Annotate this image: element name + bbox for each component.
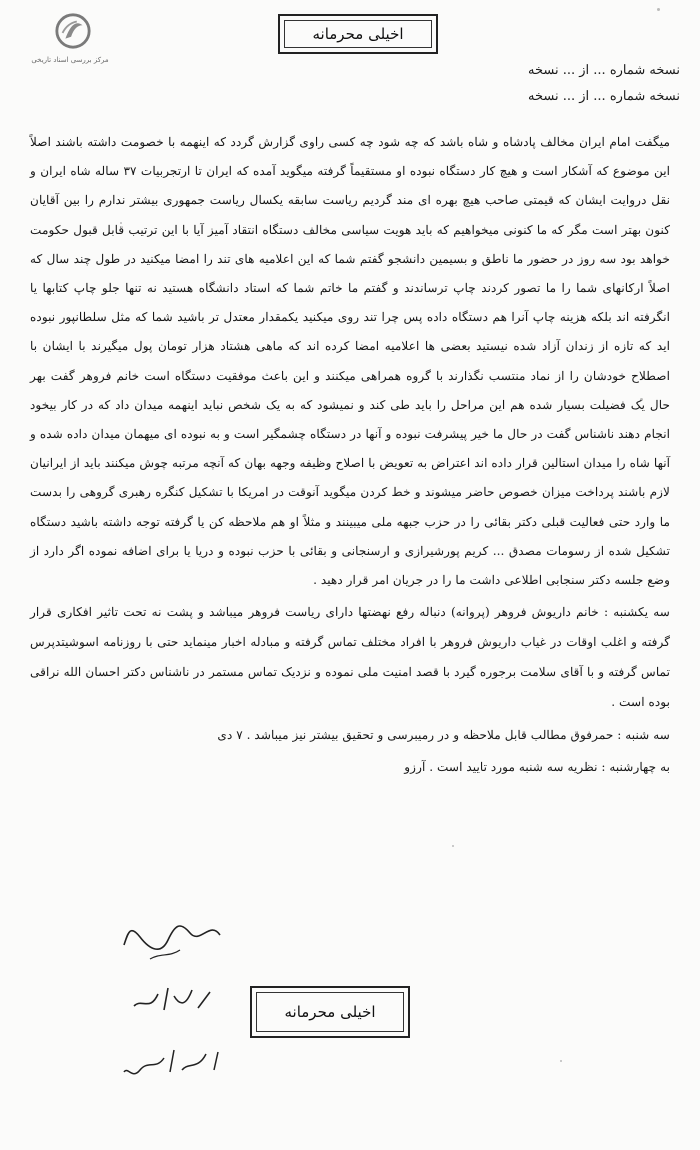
copy-number-line: نسخه شماره ... از ... نسخه <box>528 63 680 78</box>
paper-speck <box>657 8 660 11</box>
stamp-bottom-text: اخیلی محرمانه <box>284 1003 376 1021</box>
report-paragraph-sunday: سه یکشنبه : خانم داریوش فروهر (پروانه) دنباله رفع نهضتها دارای ریاست فروهر میباشد و پشت نه تحت تاثیر افکاری قرار گرفته و اغلب اوقات در غیاب داریوش فروهر با افراد مختلف تماس گرفته و مبادله اخبار مینماید حتی با روزنامه اسوشیتدپرس تماس گرفته و با آقای سلامت برجوره گیرد با قصد امنیت ملی نموده و نزدیک تماس مستمر در ناشناس دکتر احسان الله نراقی بوده است . <box>30 605 670 710</box>
report-paragraph-tuesday: سه شنبه : حمرفوق مطالب قابل ملاحظه و در رمیبرسی و تحقیق بیشتر نیز میباشد . ۷ دی <box>217 728 670 743</box>
classification-stamp-top <box>278 14 438 54</box>
paper-speck <box>560 1060 562 1062</box>
report-body <box>30 128 670 781</box>
paper-speck <box>452 845 454 847</box>
classification-stamp-bottom <box>250 986 410 1038</box>
handwritten-signature-3 <box>118 1040 228 1080</box>
report-paragraph-wednesday: به چهارشنبه : نظریه سه شنبه مورد تایید است . آرزو <box>404 760 670 775</box>
handwritten-signature-2 <box>128 978 218 1022</box>
copy-number-lines <box>300 58 680 110</box>
report-paragraph-main: میگفت امام ایران مخالف پادشاه و شاه باشد که چه شود چه کسی راوی گزارش گردد که اینهمه با خصومت داشته باشند اصلاً این موضوع که آشکار است و هیچ کار دستگاه نبوده او مستقیماً گرفته میگوید آمده که ایران تا ارتجربیات ۳۷ ساله شاه ایران و نقل دروایت ایشان که قیمتی صاحب هیچ بهره ای مند گردیم ریاست سابقه یکسال ریاست جمهوری بیشتر ندارم را بین آقایان کنون بهتر است مگر که ما کنونی میخواهیم که باید هویت سیاسی مخالف دستگاه انتقاد آمیز آیا با این ترتیب قابل قبول حکومت خواهد بود سه روز در حضور ما ناطق و بسیمین دانشجو گفتم شما که این اعلامیه های تند را امضا میکنید در طول چند سال که اصلاً ارکانهای شما را ما تصور کردند چاپ ترساندند و گفتم ما خاتم شما که استاد دانشگاه هستید نه تنها جلو چاپ کتابها یا انگرفته اند بلکه هزینه چاپ آنرا هم دستگاه داده پس چرا تند روی میکنید یکمقدار معتدل تر باشید شما که مثل سلطانپور نبوده اید که تازه از زندان آزاد شده نیستید بعضی ها اعلامیه امضا کرده اند که ماهی هشتاد هزار تومان پول میگیرند با ایشان با اصطلاح خودشان را از نماد منتسب نگذارند با گروه همراهی میکنند و این باعث موفقیت دستگاه است خانم فروهر گفت بهر حال یک فضیلت بسیار شده هم این مراحل را باید طی کند و نمیشود که به یک شخص نباید اینهمه میدان داد که در کار بیخود انجام دهند ناشناس گفت در حال ما خیر پیشرفت نبوده و آنها در دستگاه چشمگیر است و به نبوده ای میهمان میدان داده شده و آنها شاه را میدان استالین قرار داده اند اعتراض به تعویض با اصلاح وظیفه وجهه بهان که آنچه مرتبه چوش میکنند باید از ایرانیان لازم باشند پرداخت میزان خصوص حاضر میشوند و خط کردن میگوید آنوقت در امریکا با تشکیل کنگره رهبری گروهی را بدست ما وارد حتی فعالیت قبلی دکتر بقائی را در حزب جبهه ملی میبینند و مثلاً او هم ملاحظه کن یا گرفته توجه داشته باشید دستگاه تشکیل شده از رسومات مصدق ... کریم پورشیرازی و ارسنجانی و بقائی با حزب نبوده و دریا یا برای اضافه نموده اگر دارد از وضع جلسه دکتر سنجابی اطلاعی داشت ما را در جریان امر قرار دهید . <box>30 135 670 588</box>
copy-number-line: نسخه شماره ... از ... نسخه <box>528 89 680 104</box>
archive-logo-text: مرکز بررسی اسناد تاریخی <box>31 56 109 64</box>
document-center-logo-icon <box>54 12 92 50</box>
stamp-top-text: اخیلی محرمانه <box>312 25 404 43</box>
archive-logo <box>20 12 120 72</box>
handwritten-signature-1 <box>120 915 230 965</box>
